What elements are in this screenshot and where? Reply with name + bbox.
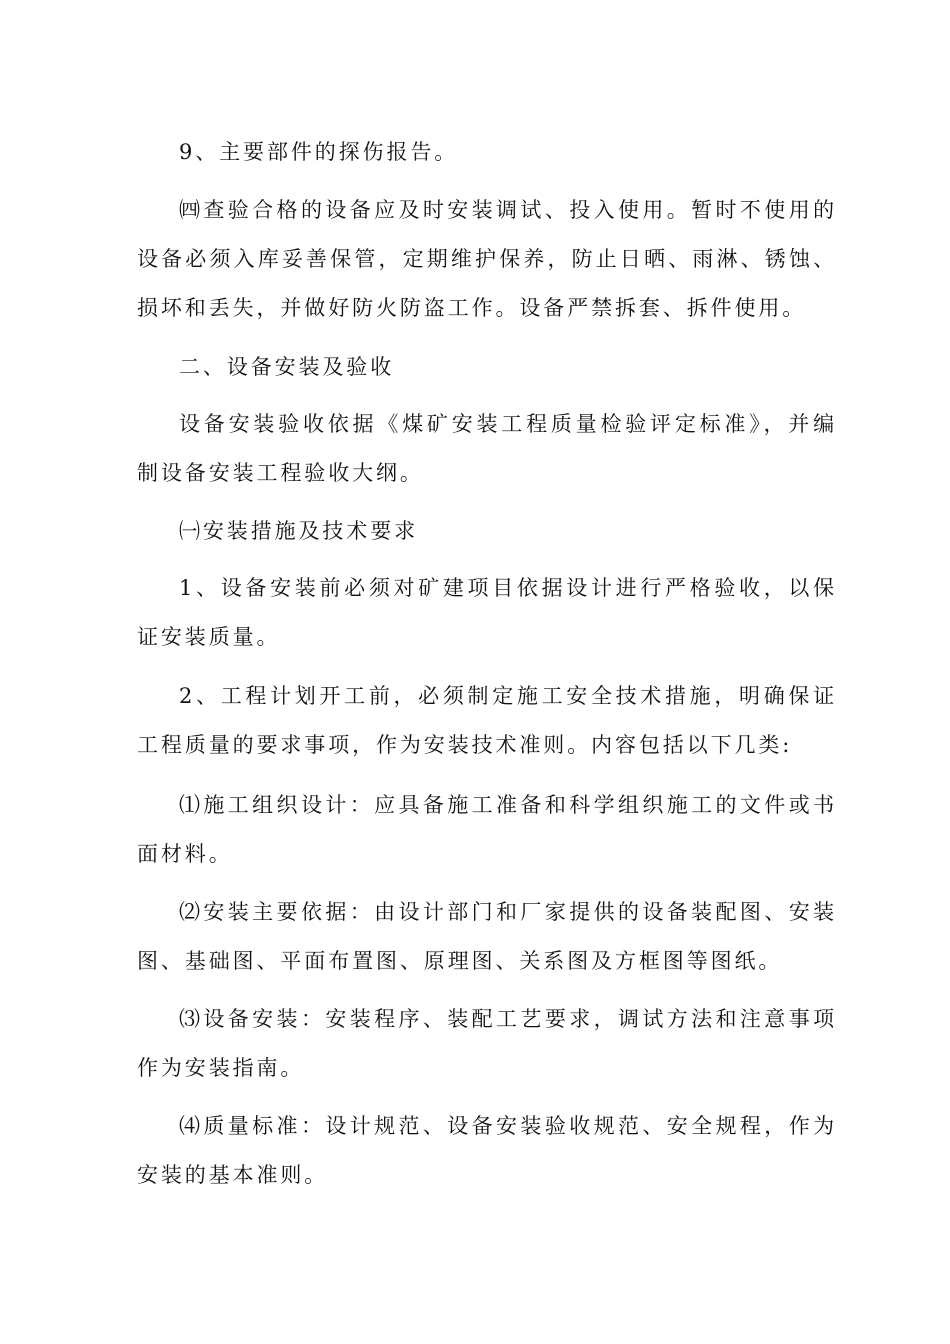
paragraph-item-2: 2、工程计划开工前，必须制定施工安全技术措施，明确保证工程质量的要求事项，作为安装技术准则。内容包括以下几类: xyxy=(137,684,837,757)
paragraph-acceptance-basis: 设备安装验收依据《煤矿安装工程质量检验评定标准》，并编制设备安装工程验收大纲。 xyxy=(137,412,837,485)
section-heading-installation-acceptance: 二、设备安装及验收 xyxy=(179,355,395,379)
paragraph-storage-requirements: ㈣查验合格的设备应及时安装调试、投入使用。暂时不使用的设备必须入库妥善保管，定期维护保养，防止日晒、雨淋、锈蚀、损坏和丢失，并做好防火防盗工作。设备严禁拆套、拆件使用。 xyxy=(137,198,837,320)
subsection-heading-measures: ㈠安装措施及技术要求 xyxy=(179,519,418,543)
paragraph-subitem-2: ⑵安装主要依据：由设计部门和厂家提供的设备装配图、安装图、基础图、平面布置图、原理图、关系图及方框图等图纸。 xyxy=(137,900,837,973)
paragraph-item-1: 1、设备安装前必须对矿建项目依据设计进行严格验收，以保证安装质量。 xyxy=(137,576,837,649)
paragraph-inspection-report: 9、主要部件的探伤报告。 xyxy=(179,140,459,164)
paragraph-subitem-1: ⑴施工组织设计：应具备施工准备和科学组织施工的文件或书面材料。 xyxy=(137,793,837,866)
paragraph-subitem-4: ⑷质量标准：设计规范、设备安装验收规范、安全规程，作为安装的基本准则。 xyxy=(137,1114,837,1187)
paragraph-subitem-3: ⑶设备安装：安装程序、装配工艺要求，调试方法和注意事项作为安装指南。 xyxy=(137,1007,837,1080)
